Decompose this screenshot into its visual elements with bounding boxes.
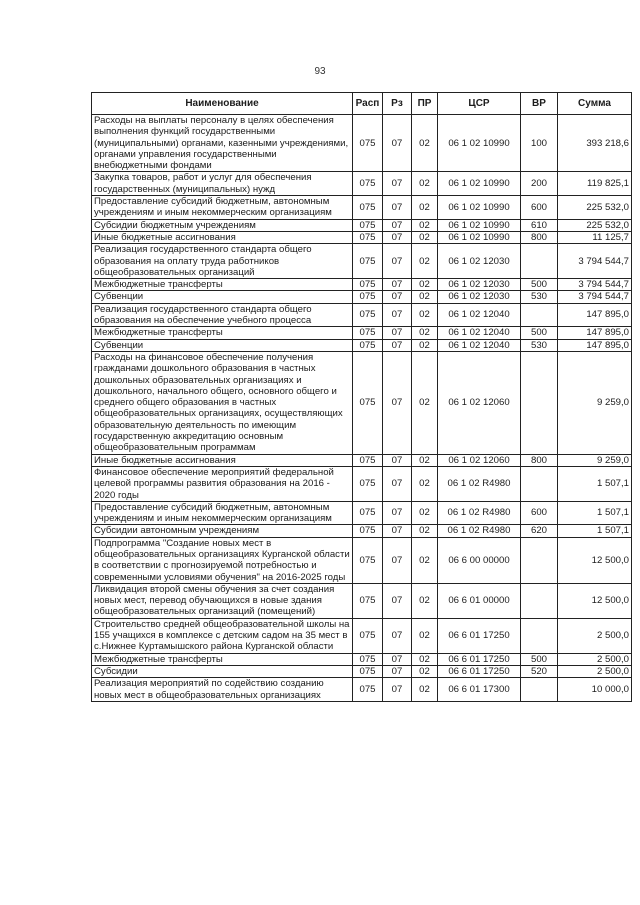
cell-name: Межбюджетные трансферты <box>92 279 353 291</box>
cell-vr <box>521 351 558 454</box>
cell-sum: 393 218,6 <box>558 115 632 172</box>
cell-pr: 02 <box>412 291 438 303</box>
cell-rasp: 075 <box>353 583 383 618</box>
cell-rz: 07 <box>383 291 412 303</box>
cell-rasp: 075 <box>353 219 383 231</box>
cell-pr: 02 <box>412 583 438 618</box>
cell-pr: 02 <box>412 653 438 665</box>
cell-rasp: 075 <box>353 291 383 303</box>
cell-rz: 07 <box>383 618 412 653</box>
cell-rz: 07 <box>383 454 412 466</box>
cell-name: Финансовое обеспечение мероприятий федеральной целевой программы развития образования на 2016 - 2020 годы <box>92 466 353 501</box>
cell-name: Строительство средней общеобразовательной школы на 155 учащихся в комплексе с детским садом на 35 мест в с.Нижнее Куртамышского района Курганской области <box>92 618 353 653</box>
cell-rz: 07 <box>383 501 412 525</box>
cell-rasp: 075 <box>353 618 383 653</box>
cell-csr: 06 1 02 10990 <box>438 196 521 220</box>
cell-rasp: 075 <box>353 501 383 525</box>
cell-rz: 07 <box>383 196 412 220</box>
cell-sum: 147 895,0 <box>558 339 632 351</box>
cell-vr: 600 <box>521 501 558 525</box>
cell-vr: 520 <box>521 665 558 677</box>
cell-vr: 620 <box>521 525 558 537</box>
cell-pr: 02 <box>412 231 438 243</box>
cell-csr: 06 6 01 17250 <box>438 653 521 665</box>
cell-vr: 800 <box>521 231 558 243</box>
cell-pr: 02 <box>412 339 438 351</box>
cell-rz: 07 <box>383 653 412 665</box>
cell-pr: 02 <box>412 172 438 196</box>
cell-rasp: 075 <box>353 653 383 665</box>
cell-pr: 02 <box>412 351 438 454</box>
cell-sum: 9 259,0 <box>558 351 632 454</box>
cell-name: Предоставление субсидий бюджетным, автономным учреждениям и иным некоммерческим организациям <box>92 501 353 525</box>
table-row <box>92 219 632 231</box>
cell-pr: 02 <box>412 618 438 653</box>
cell-sum: 3 794 544,7 <box>558 279 632 291</box>
cell-csr: 06 1 02 12030 <box>438 279 521 291</box>
cell-rasp: 075 <box>353 303 383 327</box>
cell-rasp: 075 <box>353 466 383 501</box>
cell-rz: 07 <box>383 678 412 702</box>
cell-sum: 1 507,1 <box>558 525 632 537</box>
cell-pr: 02 <box>412 196 438 220</box>
cell-sum: 225 532,0 <box>558 219 632 231</box>
cell-pr: 02 <box>412 501 438 525</box>
cell-rasp: 075 <box>353 537 383 583</box>
cell-csr: 06 1 02 R4980 <box>438 501 521 525</box>
cell-name: Расходы на выплаты персоналу в целях обеспечения выполнения функций государственными (муниципальными) органами, казенными учреждениями, органами управления государственными внебюджетными фондами <box>92 115 353 172</box>
cell-name: Реализация государственного стандарта общего образования на обеспечение учебного процесса <box>92 303 353 327</box>
cell-rz: 07 <box>383 303 412 327</box>
header-sum: Сумма <box>558 93 632 115</box>
table-row <box>92 291 632 303</box>
cell-rz: 07 <box>383 665 412 677</box>
cell-rz: 07 <box>383 115 412 172</box>
cell-name: Расходы на финансовое обеспечение получения гражданами дошкольного образования в частных дошкольных образовательных организациях и дошкольного, начального общего, основного общего и среднего общего образования в частных общеобразовательных организациях, осуществляющих образовательную деятельность по имеющим государственную аккредитацию основным общеобразовательным программам <box>92 351 353 454</box>
table-row <box>92 583 632 618</box>
cell-csr: 06 1 02 12060 <box>438 351 521 454</box>
cell-name: Подпрограмма "Создание новых мест в общеобразовательных организациях Курганской области в соответствии с прогнозируемой потребностью и современными условиями обучения" на 2016-2025 годы <box>92 537 353 583</box>
cell-rz: 07 <box>383 327 412 339</box>
cell-sum: 1 507,1 <box>558 501 632 525</box>
cell-vr: 530 <box>521 291 558 303</box>
table-row <box>92 231 632 243</box>
cell-vr <box>521 583 558 618</box>
header-pr: ПР <box>412 93 438 115</box>
cell-rz: 07 <box>383 172 412 196</box>
cell-pr: 02 <box>412 678 438 702</box>
cell-vr <box>521 678 558 702</box>
table-row <box>92 244 632 279</box>
cell-csr: 06 6 01 00000 <box>438 583 521 618</box>
cell-name: Субсидии бюджетным учреждениям <box>92 219 353 231</box>
cell-name: Ликвидация второй смены обучения за счет создания новых мест, перевод обучающихся в новые здания общеобразовательных организаций (помещений) <box>92 583 353 618</box>
cell-sum: 147 895,0 <box>558 303 632 327</box>
table-header-row <box>92 93 632 115</box>
table-row <box>92 279 632 291</box>
table-row <box>92 501 632 525</box>
cell-csr: 06 1 02 12060 <box>438 454 521 466</box>
cell-csr: 06 1 02 10990 <box>438 115 521 172</box>
cell-name: Субвенции <box>92 291 353 303</box>
header-rz: Рз <box>383 93 412 115</box>
table-row <box>92 196 632 220</box>
cell-name: Субвенции <box>92 339 353 351</box>
cell-rasp: 075 <box>353 172 383 196</box>
cell-csr: 06 1 02 12040 <box>438 327 521 339</box>
cell-sum: 11 125,7 <box>558 231 632 243</box>
cell-rz: 07 <box>383 279 412 291</box>
cell-vr <box>521 244 558 279</box>
cell-rz: 07 <box>383 525 412 537</box>
page-number: 93 <box>314 66 326 77</box>
cell-rasp: 075 <box>353 339 383 351</box>
table-row <box>92 339 632 351</box>
cell-csr: 06 6 00 00000 <box>438 537 521 583</box>
cell-sum: 225 532,0 <box>558 196 632 220</box>
cell-name: Иные бюджетные ассигнования <box>92 231 353 243</box>
cell-rasp: 075 <box>353 327 383 339</box>
cell-rz: 07 <box>383 466 412 501</box>
table-row <box>92 303 632 327</box>
cell-sum: 1 507,1 <box>558 466 632 501</box>
table-row <box>92 115 632 172</box>
cell-vr: 500 <box>521 653 558 665</box>
table-row <box>92 665 632 677</box>
cell-vr <box>521 466 558 501</box>
table-row <box>92 653 632 665</box>
cell-csr: 06 1 02 12040 <box>438 303 521 327</box>
cell-rz: 07 <box>383 351 412 454</box>
cell-vr: 600 <box>521 196 558 220</box>
cell-pr: 02 <box>412 454 438 466</box>
table-row <box>92 525 632 537</box>
cell-rz: 07 <box>383 231 412 243</box>
cell-rasp: 075 <box>353 279 383 291</box>
cell-name: Межбюджетные трансферты <box>92 327 353 339</box>
cell-sum: 9 259,0 <box>558 454 632 466</box>
cell-pr: 02 <box>412 665 438 677</box>
cell-sum: 10 000,0 <box>558 678 632 702</box>
cell-name: Закупка товаров, работ и услуг для обеспечения государственных (муниципальных) нужд <box>92 172 353 196</box>
table-row <box>92 678 632 702</box>
cell-vr <box>521 537 558 583</box>
cell-rasp: 075 <box>353 454 383 466</box>
table-row <box>92 351 632 454</box>
cell-rz: 07 <box>383 219 412 231</box>
cell-rz: 07 <box>383 244 412 279</box>
table-row <box>92 618 632 653</box>
cell-rasp: 075 <box>353 196 383 220</box>
cell-sum: 3 794 544,7 <box>558 244 632 279</box>
cell-sum: 2 500,0 <box>558 665 632 677</box>
cell-sum: 12 500,0 <box>558 583 632 618</box>
cell-csr: 06 6 01 17250 <box>438 618 521 653</box>
cell-sum: 119 825,1 <box>558 172 632 196</box>
cell-pr: 02 <box>412 525 438 537</box>
cell-pr: 02 <box>412 537 438 583</box>
cell-rz: 07 <box>383 339 412 351</box>
cell-csr: 06 1 02 12040 <box>438 339 521 351</box>
header-vr: ВР <box>521 93 558 115</box>
cell-name: Межбюджетные трансферты <box>92 653 353 665</box>
cell-name: Реализация государственного стандарта общего образования на оплату труда работников общеобразовательных организаций <box>92 244 353 279</box>
cell-rz: 07 <box>383 583 412 618</box>
cell-rasp: 075 <box>353 115 383 172</box>
cell-vr: 500 <box>521 327 558 339</box>
cell-pr: 02 <box>412 279 438 291</box>
cell-name: Предоставление субсидий бюджетным, автономным учреждениям и иным некоммерческим организациям <box>92 196 353 220</box>
header-rasp: Расп <box>353 93 383 115</box>
table-row <box>92 537 632 583</box>
header-name: Наименование <box>92 93 353 115</box>
cell-csr: 06 1 02 12030 <box>438 291 521 303</box>
cell-pr: 02 <box>412 466 438 501</box>
cell-csr: 06 1 02 R4980 <box>438 525 521 537</box>
cell-pr: 02 <box>412 327 438 339</box>
cell-name: Субсидии автономным учреждениям <box>92 525 353 537</box>
cell-name: Иные бюджетные ассигнования <box>92 454 353 466</box>
cell-vr: 100 <box>521 115 558 172</box>
cell-csr: 06 1 02 10990 <box>438 172 521 196</box>
cell-rasp: 075 <box>353 665 383 677</box>
cell-rasp: 075 <box>353 678 383 702</box>
cell-vr: 200 <box>521 172 558 196</box>
table-row <box>92 454 632 466</box>
cell-csr: 06 1 02 10990 <box>438 219 521 231</box>
cell-pr: 02 <box>412 303 438 327</box>
cell-rz: 07 <box>383 537 412 583</box>
cell-csr: 06 1 02 10990 <box>438 231 521 243</box>
cell-csr: 06 1 02 R4980 <box>438 466 521 501</box>
cell-name: Реализация мероприятий по содействию созданию новых мест в общеобразовательных организациях <box>92 678 353 702</box>
budget-table <box>91 92 632 702</box>
table-row <box>92 466 632 501</box>
cell-rasp: 075 <box>353 351 383 454</box>
table-row <box>92 172 632 196</box>
cell-csr: 06 1 02 12030 <box>438 244 521 279</box>
cell-pr: 02 <box>412 219 438 231</box>
cell-sum: 12 500,0 <box>558 537 632 583</box>
cell-rasp: 075 <box>353 231 383 243</box>
cell-vr <box>521 618 558 653</box>
cell-sum: 2 500,0 <box>558 653 632 665</box>
cell-vr: 610 <box>521 219 558 231</box>
cell-sum: 2 500,0 <box>558 618 632 653</box>
cell-vr <box>521 303 558 327</box>
cell-pr: 02 <box>412 244 438 279</box>
cell-rasp: 075 <box>353 525 383 537</box>
cell-vr: 500 <box>521 279 558 291</box>
cell-rasp: 075 <box>353 244 383 279</box>
cell-vr: 800 <box>521 454 558 466</box>
cell-csr: 06 6 01 17300 <box>438 678 521 702</box>
cell-name: Субсидии <box>92 665 353 677</box>
cell-csr: 06 6 01 17250 <box>438 665 521 677</box>
cell-pr: 02 <box>412 115 438 172</box>
cell-sum: 147 895,0 <box>558 327 632 339</box>
cell-vr: 530 <box>521 339 558 351</box>
table-row <box>92 327 632 339</box>
header-csr: ЦСР <box>438 93 521 115</box>
cell-sum: 3 794 544,7 <box>558 291 632 303</box>
